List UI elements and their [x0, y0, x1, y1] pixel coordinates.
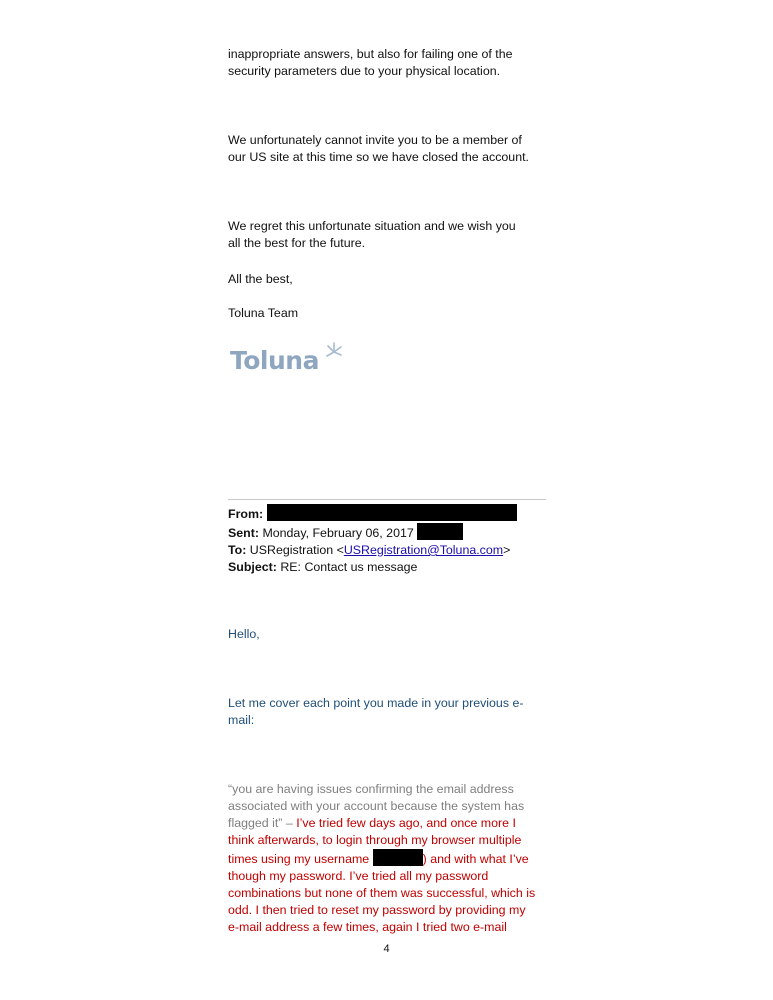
response-username-line [228, 849, 550, 868]
paragraph-cannot-invite [228, 132, 550, 166]
email-header [228, 504, 558, 576]
text-line: mail: [228, 713, 255, 727]
page-number: 4 [383, 943, 390, 955]
paragraph-failure-reason [228, 46, 550, 80]
text-line: security parameters due to your physical location. [228, 64, 501, 78]
response-line: odd. I then tried to reset my password by providing my [228, 903, 526, 917]
from-row [228, 504, 558, 523]
subject-value: RE: Contact us message [280, 560, 418, 574]
to-name: USRegistration < [249, 543, 344, 557]
logo-star-icon [327, 343, 341, 356]
quote-dash: – [282, 816, 297, 830]
quoted-response-block [228, 781, 550, 936]
to-bracket: > [503, 543, 511, 557]
paragraph-regret [228, 218, 550, 252]
sent-label: Sent: [228, 526, 259, 540]
response-line: I’ve tried few days ago, and once more I [296, 816, 516, 830]
quote-line: associated with your account because the system has [228, 799, 525, 813]
to-label: To: [228, 543, 247, 557]
quote-mixed-line [228, 815, 550, 832]
quote-line: “you are having issues confirming the email address [228, 782, 514, 796]
redacted-time [417, 523, 463, 540]
text-line: We unfortunately cannot invite you to be a member of [228, 133, 522, 147]
redacted-sender [267, 504, 517, 521]
subject-row [228, 559, 558, 576]
response-text: ) and with what I’ve [422, 852, 529, 866]
redacted-username [373, 849, 423, 866]
from-label: From: [228, 507, 264, 521]
response-line: e-mail address a few times, again I tried two e-mail [228, 920, 507, 934]
closing-line: All the best, [228, 272, 293, 286]
signature: Toluna Team [228, 306, 299, 320]
sent-date: Monday, February 06, 2017 [262, 526, 414, 540]
email-separator [228, 499, 546, 500]
response-text: times using my username [228, 852, 373, 866]
text-line: We regret this unfortunate situation and we wish you [228, 219, 516, 233]
text-line: our US site at this time so we have closed the account. [228, 150, 529, 164]
response-line: think afterwards, to login through my browser multiple [228, 833, 522, 847]
toluna-logo [230, 342, 345, 376]
text-line: all the best for the future. [228, 236, 366, 250]
greeting: Hello, [228, 627, 260, 641]
subject-label: Subject: [228, 560, 277, 574]
intro-paragraph [228, 695, 550, 729]
toluna-logo-graphic [230, 342, 345, 376]
text-line: inappropriate answers, but also for failing one of the [228, 47, 513, 61]
response-line: though my password. I’ve tried all my password [228, 869, 489, 883]
logo-text: Toluna [230, 346, 319, 375]
quote-line: flagged it” [228, 816, 283, 830]
to-row [228, 542, 558, 559]
text-line: Let me cover each point you made in your previous e- [228, 696, 524, 710]
sent-row [228, 523, 558, 542]
to-email-link[interactable]: USRegistration@Toluna.com [343, 543, 504, 557]
response-line: combinations but none of them was successful, which is [228, 886, 536, 900]
